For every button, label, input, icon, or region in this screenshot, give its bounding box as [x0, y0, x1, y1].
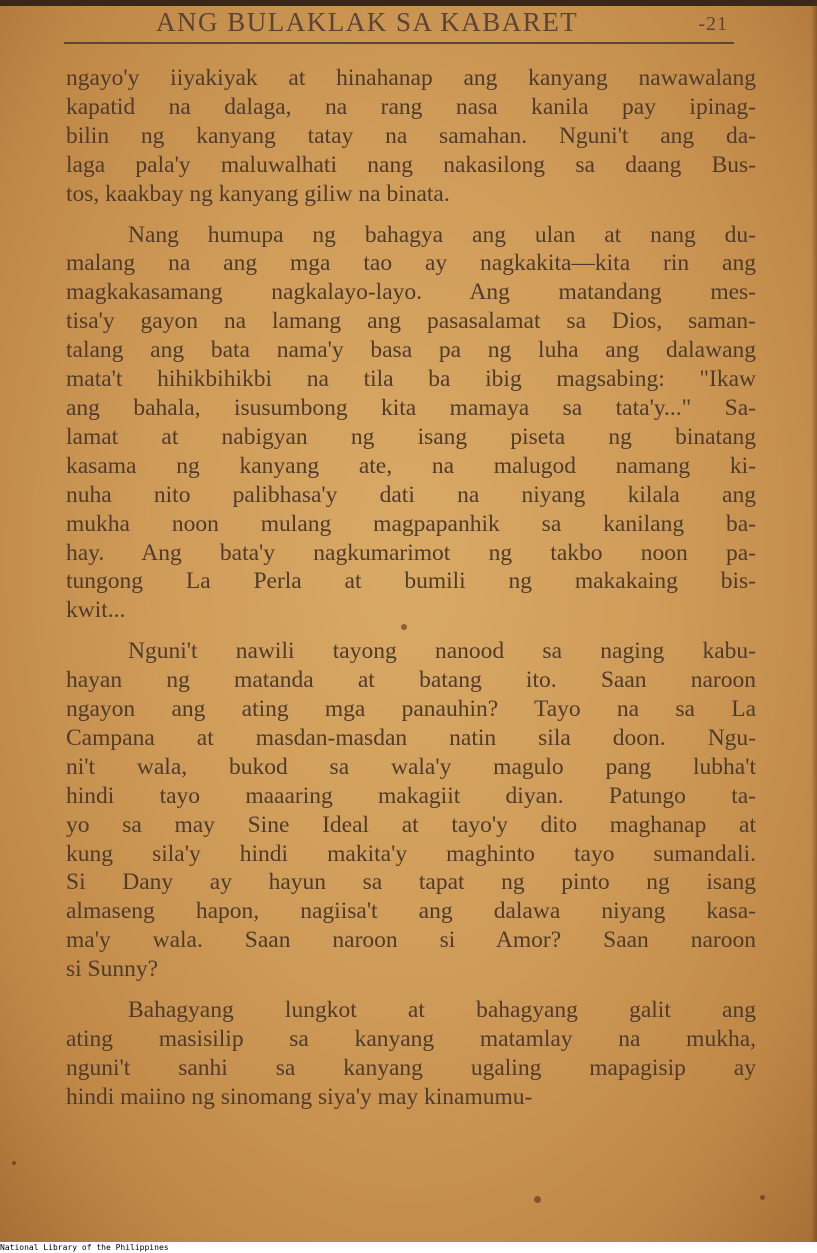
text-line: tungong La Perla at bumili ng makakaing bis- — [66, 568, 756, 595]
text-line: ngayon ang ating mga panauhin? Tayo na sa La — [66, 696, 756, 723]
paragraph — [66, 64, 756, 209]
text-line: Nguni't nawili tayong nanood sa naging kabu- — [128, 638, 756, 665]
ink-spot — [534, 1196, 541, 1203]
text-line: si Sunny? — [66, 956, 159, 983]
text-line: tos, kaakbay ng kanyang giliw na binata. — [66, 180, 450, 207]
text-line: hay. Ang bata'y nagkumarimot ng takbo noon pa- — [66, 539, 756, 566]
paragraph — [66, 221, 756, 626]
text-line: ngayo'y iiyakiyak at hinahanap ang kanyang nawawalang — [66, 65, 756, 91]
text-line: bilin ng kanyang tatay na samahan. Nguni't ang da- — [66, 122, 756, 149]
library-credit: National Library of the Philippines — [0, 1243, 169, 1252]
page-number: -21 — [698, 13, 728, 35]
text-line: kung sila'y hindi makita'y maghinto tayo sumandali. — [66, 840, 756, 867]
text-line: lamat at nabigyan ng isang piseta ng binatang — [66, 423, 756, 450]
text-line: hindi tayo maaaring makagiit diyan. Patungo ta- — [66, 782, 756, 809]
text-line: almaseng hapon, nagiisa't ang dalawa niyang kasa- — [66, 898, 756, 925]
ink-spot — [401, 624, 407, 630]
paragraph — [66, 996, 756, 1112]
text-line: Nang humupa ng bahagya ang ulan at nang du- — [128, 221, 756, 248]
text-line: laga pala'y maluwalhati nang nakasilong sa daang Bus- — [66, 151, 756, 178]
text-line: ang bahala, isusumbong kita mamaya sa tata'y..." Sa- — [66, 394, 756, 421]
ink-spot — [760, 1195, 765, 1200]
text-line: tisa'y gayon na lamang ang pasasalamat sa Dios, saman- — [66, 308, 756, 335]
running-title: ANG BULAKLAK SA KABARET — [156, 7, 579, 37]
text-line: mata't hihikbihikbi na tila ba ibig magsabing: "Ikaw — [66, 366, 756, 393]
text-line: Si Dany ay hayun sa tapat ng pinto ng isang — [66, 869, 756, 896]
body-text — [66, 64, 756, 1124]
text-line: ating masisilip sa kanyang matamlay na mukha, — [66, 1026, 756, 1052]
text-line: kapatid na dalaga, na rang nasa kanila pay ipinag- — [66, 93, 756, 120]
text-line: yo sa may Sine Ideal at tayo'y dito maghanap at — [66, 811, 756, 838]
text-line: ni't wala, bukod sa wala'y magulo pang lubha't — [66, 753, 756, 780]
text-line: ma'y wala. Saan naroon si Amor? Saan naroon — [66, 927, 756, 954]
text-line: mukha noon mulang magpapanhik sa kanilang ba- — [66, 510, 756, 537]
text-line: nguni't sanhi sa kanyang ugaling mapagisip ay — [66, 1054, 756, 1081]
text-line: kwit... — [66, 597, 126, 624]
text-line: Campana at masdan-masdan natin sila doon. Ngu- — [66, 724, 756, 751]
text-line: nuha nito palibhasa'y dati na niyang kilala ang — [66, 481, 756, 508]
paragraph — [66, 637, 756, 984]
text-line: talang ang bata nama'y basa pa ng luha ang dalawang — [66, 337, 756, 364]
text-line: kasama ng kanyang ate, na malugod namang ki- — [66, 452, 756, 479]
text-line: hayan ng matanda at batang ito. Saan naroon — [66, 667, 756, 694]
text-line: malang na ang mga tao ay nagkakita—kita rin ang — [66, 250, 756, 277]
page-header — [64, 6, 734, 44]
text-line: Bahagyang lungkot at bahagyang galit ang — [128, 997, 756, 1024]
text-line: hindi maiino ng sinomang siya'y may kinamumu- — [66, 1083, 533, 1110]
ink-spot — [12, 1161, 16, 1165]
text-line: magkakasamang nagkalayo-layo. Ang matandang mes- — [66, 279, 756, 306]
